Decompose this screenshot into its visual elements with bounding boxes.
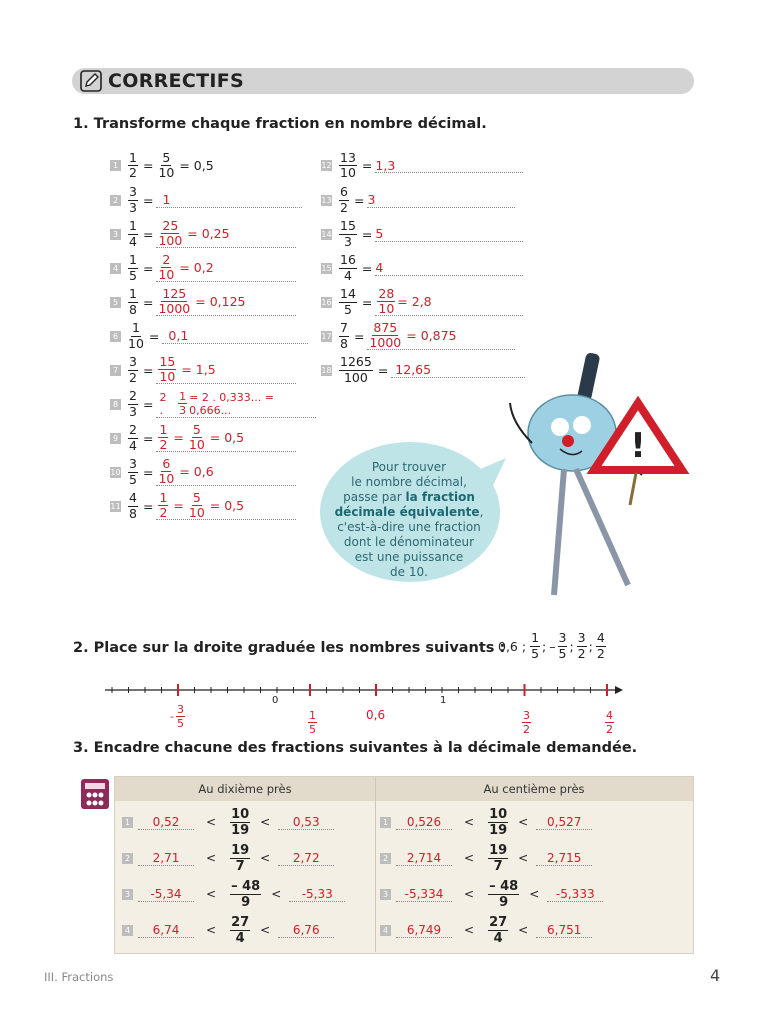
item-number: 9 bbox=[110, 433, 121, 444]
fraction: $\frac{6}{2}$ bbox=[340, 184, 348, 215]
chapter-label: III. Fractions bbox=[44, 970, 114, 984]
exercise-row-6: 6 $\frac{1}{10}$ = 0,1 bbox=[110, 319, 320, 353]
tenth-upper-field[interactable]: 0,53 bbox=[278, 815, 334, 830]
item-number: 1 bbox=[380, 817, 391, 828]
table-row bbox=[122, 876, 682, 912]
fraction: $\frac{15}{3}$ bbox=[340, 218, 356, 249]
item-number: 13 bbox=[321, 195, 332, 205]
fraction: $\frac{13}{10}$ bbox=[340, 149, 356, 180]
fraction: $\frac{1}{2}$ bbox=[129, 149, 137, 180]
item-number: 3 bbox=[380, 889, 391, 900]
point-label-1-5: $\frac{1}{5}$ bbox=[309, 709, 316, 736]
question-3-title: 3. Encadre chacune des fractions suivantes à la décimale demandée. bbox=[73, 740, 638, 756]
tenth-lower-field[interactable]: -5,34 bbox=[138, 887, 194, 902]
tenth-cell: 4 6,74 < $\frac{27}{4}$ < 6,76 bbox=[122, 916, 380, 945]
table-row bbox=[122, 840, 682, 876]
item-number: 18 bbox=[321, 365, 332, 375]
hundredth-cell: 1 0,526 < $\frac{10}{19}$ < 0,527 bbox=[380, 808, 680, 837]
hundredth-cell: 4 6,749 < $\frac{27}{4}$ < 6,751 bbox=[380, 916, 680, 945]
given-fraction: $\frac{5}{10}$ bbox=[158, 149, 175, 180]
table-row bbox=[122, 912, 682, 948]
tenth-lower-field[interactable]: 2,71 bbox=[138, 851, 194, 866]
exercise-row-1: 1 $\frac{1}{2}$ = $\frac{5}{10}$ = 0,5 bbox=[110, 148, 320, 183]
tenth-cell: 3 -5,34 < $\frac{- 48}{9}$ < -5,33 bbox=[122, 880, 380, 909]
point-label-4-2: $\frac{4}{2}$ bbox=[606, 709, 613, 736]
tenth-upper-field[interactable]: 6,76 bbox=[278, 923, 334, 938]
answer-field[interactable]: 4 bbox=[375, 261, 523, 276]
answer-field[interactable]: $\frac{28}{10}$ = 2,8 bbox=[375, 289, 523, 316]
exercise-row-16: 16 $\frac{14}{5}$ = $\frac{28}{10}$ = 2,8 bbox=[321, 285, 531, 319]
item-number: 17 bbox=[321, 331, 332, 341]
number-line bbox=[100, 680, 630, 700]
axis-label-one: 1 bbox=[440, 695, 447, 706]
hundredth-upper-field[interactable]: -5,333 bbox=[547, 887, 603, 902]
fraction: $\frac{1265}{100}$ bbox=[340, 354, 372, 385]
calculator-icon bbox=[80, 778, 110, 810]
answer-field[interactable]: $\frac{15}{10}$ = 1,5 bbox=[156, 357, 296, 384]
item-number: 5 bbox=[110, 297, 121, 308]
fraction: $\frac{4}{8}$ bbox=[129, 490, 137, 521]
item-number: 1 bbox=[110, 160, 121, 171]
item-number: 3 bbox=[110, 229, 121, 240]
fraction: $\frac{14}{5}$ bbox=[340, 286, 356, 317]
fraction: $\frac{1}{4}$ bbox=[129, 218, 137, 249]
exercise-row-4: 4 $\frac{1}{5}$ = $\frac{2}{10}$ = 0,2 bbox=[110, 251, 320, 285]
pencil-icon bbox=[78, 68, 104, 94]
axis-arrow bbox=[615, 686, 623, 694]
page-number: 4 bbox=[710, 966, 721, 985]
item-number: 12 bbox=[321, 161, 332, 170]
hundredth-upper-field[interactable]: 0,527 bbox=[536, 815, 592, 830]
tenth-lower-field[interactable]: 0,52 bbox=[138, 815, 194, 830]
fraction: $\frac{16}{4}$ bbox=[340, 252, 356, 283]
hundredth-lower-field[interactable]: 2,714 bbox=[396, 851, 452, 866]
answer-field[interactable]: $\frac{1}{2}$ = $\frac{5}{10}$ = 0,5 bbox=[156, 493, 296, 520]
item-number: 2 bbox=[380, 853, 391, 864]
fraction: $\frac{2}{4}$ bbox=[129, 422, 137, 453]
svg-text:!: ! bbox=[630, 426, 646, 466]
tenth-cell: 1 0,52 < $\frac{10}{19}$ < 0,53 bbox=[122, 808, 380, 837]
exercise-row-15: 15 $\frac{16}{4}$ = 4 bbox=[321, 251, 531, 285]
speech-bubble-text: Pour trouver le nombre décimal, passe par la fraction décimale équivalente, c'est-à-dire une fraction dont le dénominateur est une puissance de 10. bbox=[334, 460, 484, 579]
point-label-3-2: $\frac{3}{2}$ bbox=[523, 709, 530, 736]
compass-mascot-illustration bbox=[490, 345, 690, 615]
item-number: 7 bbox=[110, 365, 121, 376]
tenth-cell: 2 2,71 < $\frac{19}{7}$ < 2,72 bbox=[122, 844, 380, 873]
exercise-row-18: 18 $\frac{1265}{100}$ = 12,65 bbox=[321, 353, 531, 387]
answer-field[interactable]: 1 bbox=[156, 193, 302, 208]
answer-field[interactable]: $\frac{1}{2}$ = $\frac{5}{10}$ = 0,5 bbox=[156, 425, 296, 452]
item-number: 4 bbox=[380, 925, 391, 936]
exercise-row-2: 2 $\frac{3}{3}$ = 1 bbox=[110, 183, 320, 217]
column-header-hundredth: Au centième près bbox=[375, 777, 693, 801]
hundredth-lower-field[interactable]: 0,526 bbox=[396, 815, 452, 830]
item-number: 4 bbox=[110, 263, 121, 274]
point-label-0-6: 0,6 bbox=[366, 708, 386, 722]
exercise-row-8: 8 $\frac{2}{3}$ = 2 . $\frac{1}{3}$ = 2 . 0,333... = 0,666... bbox=[110, 387, 320, 421]
item-number: 4 bbox=[122, 925, 133, 936]
hundredth-lower-field[interactable]: -5,334 bbox=[396, 887, 452, 902]
item-number: 6 bbox=[110, 331, 121, 342]
question-1-title: 1. Transforme chaque fraction en nombre décimal. bbox=[73, 116, 487, 132]
item-number: 16 bbox=[321, 297, 332, 307]
hundredth-upper-field[interactable]: 6,751 bbox=[536, 923, 592, 938]
exercise-row-14: 14 $\frac{15}{3}$ = 5 bbox=[321, 217, 531, 251]
item-number: 1 bbox=[122, 817, 133, 828]
column-header-tenth: Au dixième près bbox=[115, 777, 375, 801]
item-number: 10 bbox=[110, 467, 121, 477]
hundredth-cell: 2 2,714 < $\frac{19}{7}$ < 2,715 bbox=[380, 844, 680, 873]
tenth-lower-field[interactable]: 6,74 bbox=[138, 923, 194, 938]
point-label-minus-3-5: - $\frac{3}{5}$ bbox=[170, 703, 184, 730]
hundredth-upper-field[interactable]: 2,715 bbox=[536, 851, 592, 866]
fraction: $\frac{1}{5}$ bbox=[129, 252, 137, 283]
exercise-row-12: 12 $\frac{13}{10}$ = 1,3 bbox=[321, 148, 531, 183]
exercise-row-13: 13 $\frac{6}{2}$ = 3 bbox=[321, 183, 531, 217]
exercise-row-3: 3 $\frac{1}{4}$ = $\frac{25}{100}$ = 0,25 bbox=[110, 217, 320, 251]
exercise-row-7: 7 $\frac{3}{2}$ = $\frac{15}{10}$ = 1,5 bbox=[110, 353, 320, 387]
table-header bbox=[115, 777, 693, 801]
fraction: $\frac{3}{5}$ bbox=[129, 456, 137, 487]
table-body bbox=[122, 804, 682, 948]
exercise-row-10: 10 $\frac{3}{5}$ = $\frac{6}{10}$ = 0,6 bbox=[110, 455, 320, 489]
exercise-row-9: 9 $\frac{2}{4}$ = $\frac{1}{2}$ = $\frac{5}{10}$ = 0,5 bbox=[110, 421, 320, 455]
answer-field[interactable]: 2 . $\frac{1}{3}$ = 2 . 0,333... = 0,666... bbox=[156, 391, 316, 418]
exercise-row-5: 5 $\frac{1}{8}$ = $\frac{125}{1000}$ = 0,125 bbox=[110, 285, 320, 319]
item-number: 11 bbox=[110, 501, 121, 511]
hundredth-lower-field[interactable]: 6,749 bbox=[396, 923, 452, 938]
answer-field[interactable]: 0,1 bbox=[162, 329, 308, 344]
table-row bbox=[122, 804, 682, 840]
exercise-row-11: 11 $\frac{4}{8}$ = $\frac{1}{2}$ = $\frac{5}{10}$ = 0,5 bbox=[110, 489, 320, 523]
answer-field[interactable]: $\frac{25}{100}$ = 0,25 bbox=[156, 221, 296, 248]
question-2-title: 2. Place sur la droite graduée les nombres suivants : bbox=[73, 640, 506, 656]
numbers-to-place: 0,6 ; $\frac{1}{5}$ ; – $\frac{3}{5}$ ; $\frac{3}{2}$ ; $\frac{4}{2}$ bbox=[498, 630, 605, 661]
item-number: 2 bbox=[110, 195, 121, 206]
tenth-upper-field[interactable]: -5,33 bbox=[289, 887, 345, 902]
answer-field[interactable]: $\frac{6}{10}$ = 0,6 bbox=[156, 459, 296, 486]
item-number: 14 bbox=[321, 229, 332, 239]
item-number: 2 bbox=[122, 853, 133, 864]
answer-field[interactable]: 12,65 bbox=[391, 363, 525, 378]
fraction: $\frac{3}{2}$ bbox=[129, 354, 137, 385]
fraction: $\frac{2}{3}$ bbox=[129, 388, 137, 419]
fraction: $\frac{1}{10}$ bbox=[128, 320, 144, 351]
fraction: $\frac{3}{3}$ bbox=[129, 184, 137, 215]
answer-field[interactable]: 3 bbox=[367, 193, 515, 208]
item-number: 3 bbox=[122, 889, 133, 900]
answer-field[interactable]: $\frac{875}{1000}$ = 0,875 bbox=[367, 323, 515, 350]
item-number: 15 bbox=[321, 263, 332, 273]
fraction: $\frac{1}{8}$ bbox=[129, 286, 137, 317]
left-exercise-list bbox=[110, 148, 320, 523]
page-title: CORRECTIFS bbox=[108, 70, 244, 92]
given-result: = 0,5 bbox=[179, 158, 214, 173]
answer-field[interactable]: $\frac{2}{10}$ = 0,2 bbox=[156, 255, 296, 282]
exercise-row-17: 17 $\frac{7}{8}$ = $\frac{875}{1000}$ = 0,875 bbox=[321, 319, 531, 353]
answer-field[interactable]: 1,3 bbox=[375, 158, 523, 173]
answer-field[interactable]: $\frac{125}{1000}$ = 0,125 bbox=[156, 289, 296, 316]
fraction: $\frac{7}{8}$ bbox=[340, 320, 348, 351]
tenth-upper-field[interactable]: 2,72 bbox=[278, 851, 334, 866]
item-number: 8 bbox=[110, 399, 121, 410]
answer-field[interactable]: 5 bbox=[375, 227, 523, 242]
hundredth-cell: 3 -5,334 < $\frac{- 48}{9}$ < -5,333 bbox=[380, 880, 680, 909]
axis-label-zero: 0 bbox=[272, 695, 279, 706]
